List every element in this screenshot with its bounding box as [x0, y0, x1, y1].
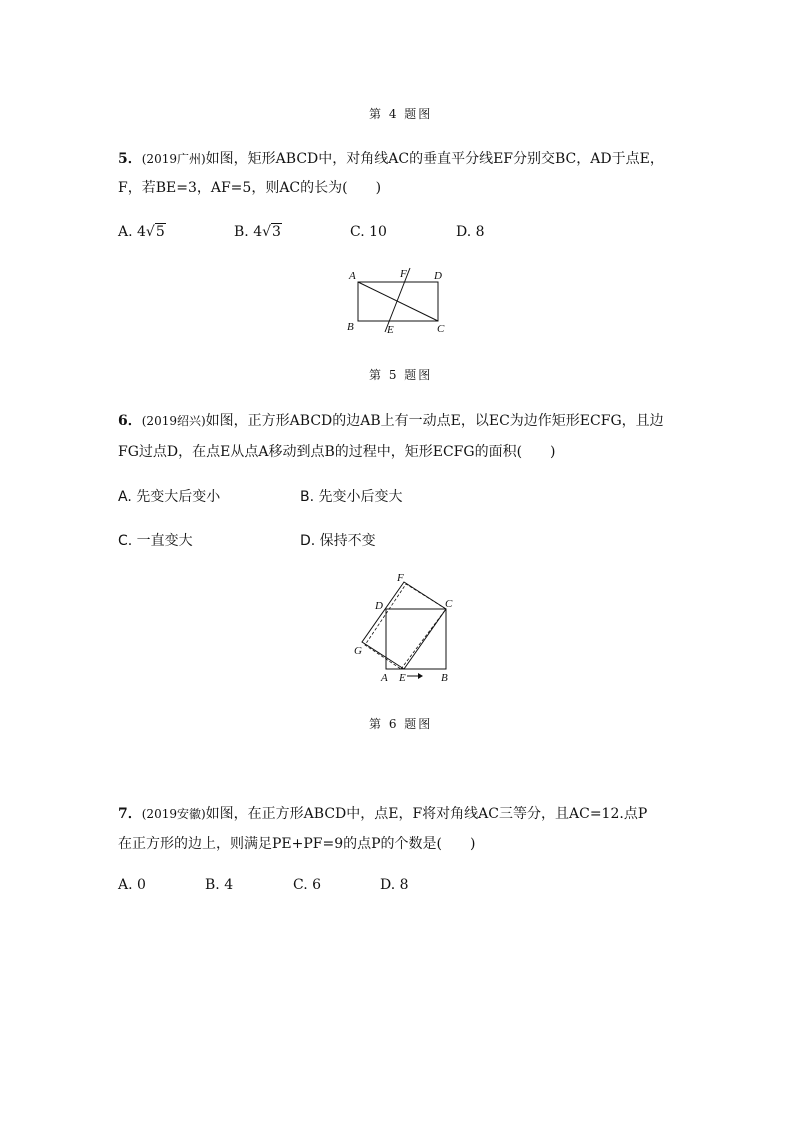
- figure-6-caption: 第 6 题图: [369, 717, 433, 731]
- question-6-source: (2019绍兴): [141, 414, 206, 428]
- question-5-source: (2019广州): [141, 152, 206, 166]
- question-7-line-1: [118, 803, 647, 823]
- figure-5-diagram: [340, 262, 460, 342]
- sqrt-symbol: √5: [145, 224, 165, 240]
- option-b-coefficient: B. 4: [234, 224, 263, 240]
- label-b: B: [441, 672, 448, 684]
- square-abcd: [386, 609, 446, 669]
- question-6-number: 6．: [118, 413, 142, 429]
- question-5-option-a: [118, 224, 166, 240]
- figure-5-caption: 第 5 题图: [369, 368, 433, 382]
- rectangle-ecfg: [362, 582, 446, 669]
- figure-6-diagram: [345, 570, 460, 688]
- question-7-text-1: 如图，在正方形ABCD中，点E，F将对角线AC三等分，且AC=12.点P: [205, 806, 648, 822]
- diagonal-ac: [358, 282, 438, 321]
- question-6-text-1: 如图，正方形ABCD的边AB上有一动点E，以EC为边作矩形ECFG，且边: [205, 413, 664, 429]
- label-e: E: [399, 672, 406, 684]
- label-g: G: [354, 645, 362, 657]
- question-7-option-a: A. 0: [118, 877, 146, 893]
- label-d: D: [375, 600, 383, 612]
- sqrt-symbol: √3: [262, 224, 281, 240]
- question-6-option-a: A. 先变大后变小: [118, 489, 221, 505]
- label-f: F: [400, 268, 407, 280]
- question-7-source: (2019安徽): [141, 807, 206, 821]
- question-7-line-2: 在正方形的边上，则满足PE+PF=9的点P的个数是( ): [118, 836, 476, 852]
- label-e: E: [387, 324, 394, 336]
- question-5-option-c: C. 10: [350, 224, 387, 240]
- question-5-option-d: D. 8: [456, 224, 485, 240]
- option-b-radicand: 3: [272, 224, 281, 240]
- question-6-option-d: D. 保持不变: [300, 533, 376, 549]
- label-f: F: [397, 572, 404, 584]
- question-5-option-b: [234, 224, 282, 240]
- question-5-text-1: 如图，矩形ABCD中，对角线AC的垂直平分线EF分别交BC，AD于点E，: [205, 151, 664, 167]
- question-7-number: 7．: [118, 806, 142, 822]
- motion-arrow-icon: [418, 673, 423, 679]
- option-a-coefficient: A. 4: [118, 224, 146, 240]
- question-5-number: 5．: [118, 151, 142, 167]
- question-6-option-c: C. 一直变大: [118, 533, 193, 549]
- label-d: D: [434, 270, 442, 282]
- question-6-option-b: B. 先变小后变大: [300, 489, 403, 505]
- label-c: C: [437, 323, 445, 335]
- question-7-option-d: D. 8: [380, 877, 409, 893]
- question-6-line-1: [118, 410, 664, 430]
- figure-4-caption: 第 4 题图: [369, 107, 433, 121]
- question-7-option-c: C. 6: [293, 877, 322, 893]
- question-7-option-b: B. 4: [205, 877, 234, 893]
- label-c: C: [445, 598, 453, 610]
- question-6-line-2: FG过点D，在点E从点A移动到点B的过程中，矩形ECFG的面积( ): [118, 444, 556, 460]
- label-a: A: [381, 672, 388, 684]
- label-a: A: [349, 270, 356, 282]
- question-5-line-1: [118, 148, 664, 168]
- option-a-radicand: 5: [155, 224, 165, 240]
- question-5-line-2: F，若BE=3，AF=5，则AC的长为( ): [118, 180, 382, 196]
- label-b: B: [347, 321, 354, 333]
